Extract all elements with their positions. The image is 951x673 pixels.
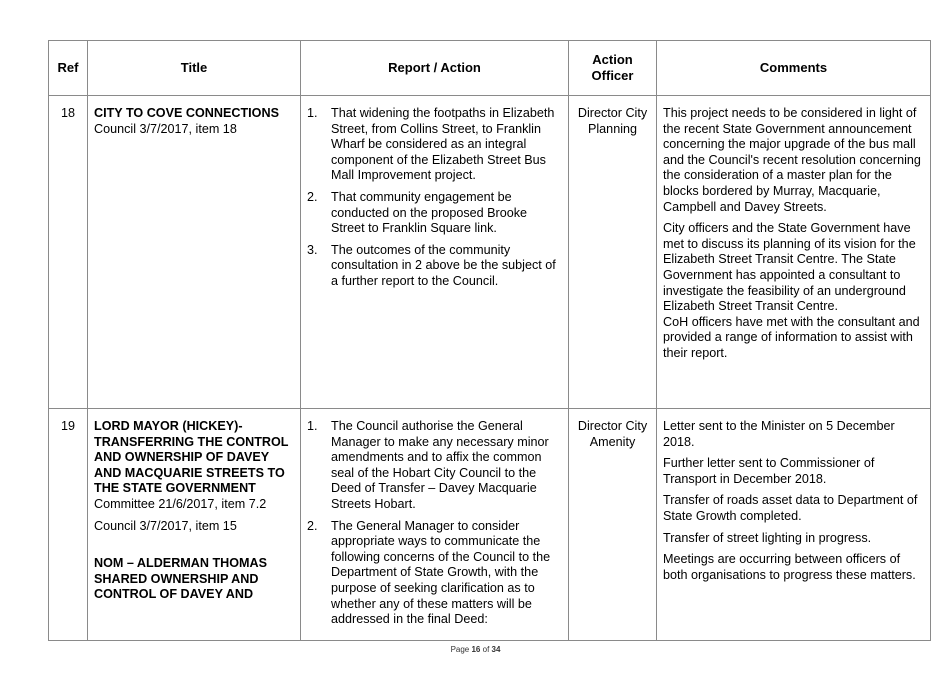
list-item: [307, 519, 562, 628]
list-text: That widening the footpaths in Elizabeth Street, from Collins Street, to Franklin Wharf be considered as an integral component of the Elizabeth Street Bus Mall Improvement project.: [331, 106, 555, 183]
list-number: 2.: [307, 189, 318, 204]
list-text: The outcomes of the community consultation in 2 above be the subject of a further report to the Council.: [331, 242, 556, 288]
item-reference: Council 3/7/2017, item 18: [94, 121, 237, 136]
header-ref: Ref: [49, 41, 88, 96]
action-list: [307, 106, 562, 290]
page-number: 16: [471, 645, 481, 654]
title-cell: [88, 409, 301, 641]
comment-paragraph: Letter sent to the Minister on 5 December 2018.: [663, 419, 895, 449]
item-title: LORD MAYOR (HICKEY)- TRANSFERRING THE CONTROL AND OWNERSHIP OF DAVEY AND MACQUARIE STREETS TO THE STATE GOVERNMENT: [94, 419, 289, 496]
list-item: [307, 243, 562, 290]
header-comments: Comments: [657, 41, 931, 96]
comment-paragraph: Further letter sent to Commissioner of Transport in December 2018.: [663, 456, 875, 486]
list-item: [307, 419, 562, 513]
list-item: [307, 190, 562, 237]
list-item: [307, 106, 562, 184]
header-officer-line1: Action: [592, 52, 633, 68]
list-text: The General Manager to consider appropriate ways to communicate the following concerns of the Council to the Department of State Growth, with the purpose of seeking clarification as to whether any of these matters will be addressed in the final Deed:: [331, 518, 551, 627]
comment-paragraph: This project needs to be considered in light of the recent State Government announcement concerning the major upgrade of the bus mall and the Council's recent resolution concerning the consideration of a master plan for the blocks bordered by Murray, Macquarie, Campbell and Davey Streets.: [663, 106, 921, 214]
comment-paragraph: Meetings are occurring between officers of both organisations to progress these matters.: [663, 552, 916, 582]
comments-cell: [657, 409, 931, 641]
report-cell: [301, 96, 569, 409]
table-row: [49, 96, 931, 409]
report-cell: [301, 409, 569, 641]
header-officer: [569, 41, 657, 96]
comment-paragraph: Transfer of roads asset data to Department of State Growth completed.: [663, 493, 918, 523]
comment-paragraph: CoH officers have met with the consultant and provided a range of information to assist with their report.: [663, 314, 920, 360]
item-reference: Committee 21/6/2017, item 7.2: [94, 496, 267, 511]
comments-cell: [657, 96, 931, 409]
page-of: of: [482, 645, 490, 654]
table-row: [49, 409, 931, 641]
page-prefix: Page: [450, 645, 470, 654]
comment-paragraph: City officers and the State Government have met to discuss its planning of its vision for the Elizabeth Street Transit Centre. The State Government has appointed a consultant to investigate the feasibility of an underground Elizabeth Street Transit Centre.: [663, 221, 916, 314]
item-reference: Council 3/7/2017, item 15: [94, 518, 237, 533]
page-footer: [0, 645, 951, 654]
action-list: [307, 419, 562, 628]
table-header-row: [49, 41, 931, 96]
action-items-table: [48, 40, 931, 641]
list-text: The Council authorise the General Manager to make any necessary minor amendments and to affix the common seal of the Hobart City Council to the Deed of Transfer – Davey Macquarie Streets Hobart.: [331, 419, 549, 511]
list-text: That community engagement be conducted on the proposed Brooke Street to Franklin Square link.: [331, 189, 528, 236]
officer-cell: Director City Amenity: [569, 409, 657, 641]
list-number: 1.: [307, 106, 318, 120]
ref-cell: 18: [49, 96, 88, 409]
header-title: Title: [88, 41, 301, 96]
title-cell: [88, 96, 301, 409]
item-title: CITY TO COVE CONNECTIONS: [94, 106, 279, 120]
list-number: 2.: [307, 518, 318, 533]
comment-paragraph: Transfer of street lighting in progress.: [663, 530, 872, 545]
page-total: 34: [491, 645, 501, 654]
item-title-secondary: NOM – ALDERMAN THOMAS SHARED OWNERSHIP AND CONTROL OF DAVEY AND: [94, 556, 268, 602]
header-report: Report / Action: [301, 41, 569, 96]
ref-cell: 19: [49, 409, 88, 641]
officer-cell: Director City Planning: [569, 96, 657, 409]
header-officer-line2: Officer: [591, 68, 634, 83]
list-number: 3.: [307, 242, 318, 257]
list-number: 1.: [307, 419, 318, 433]
